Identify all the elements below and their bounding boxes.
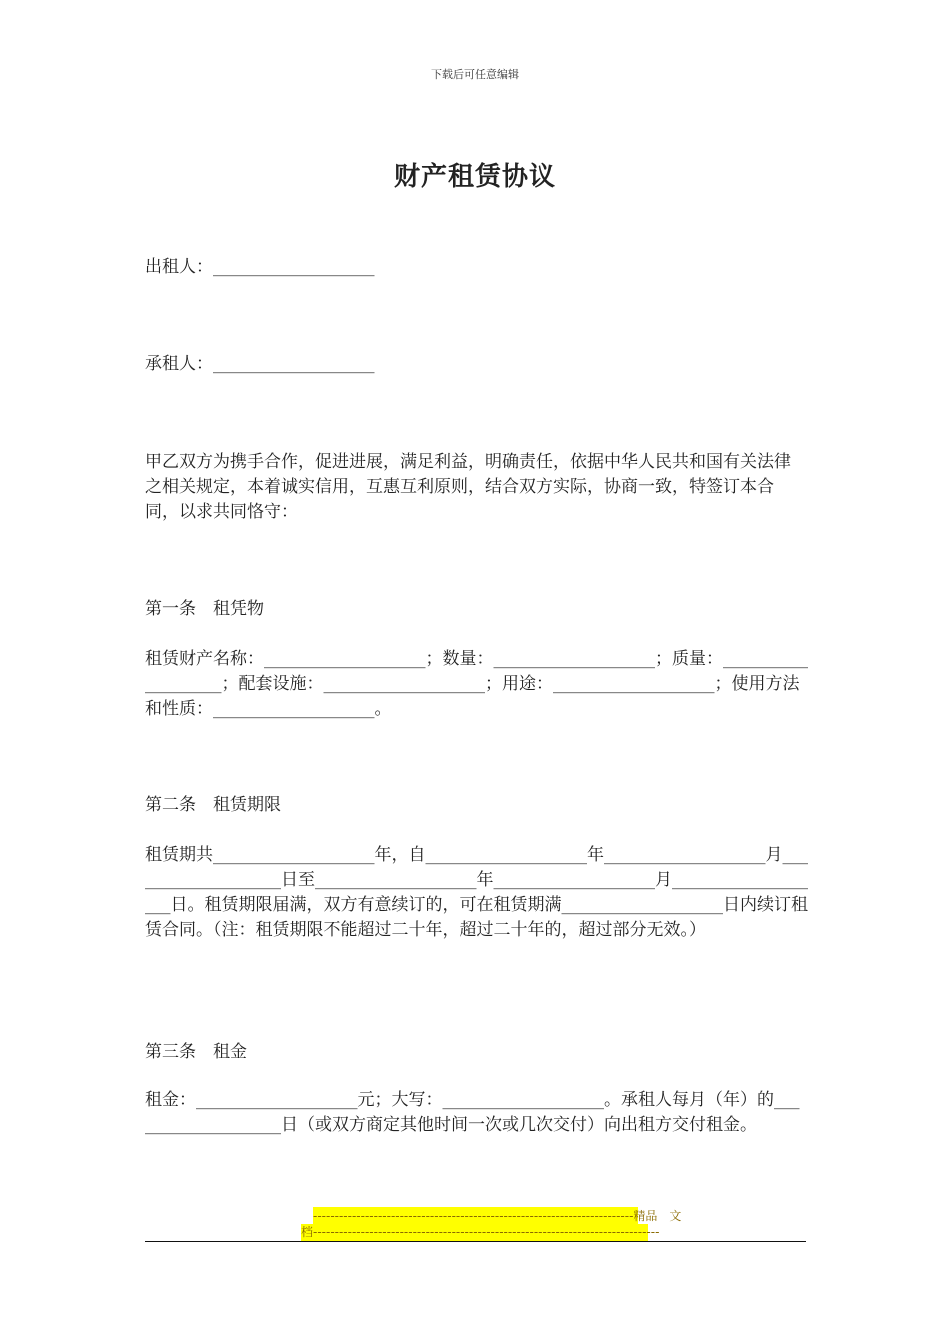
footer-rule <box>145 1241 806 1242</box>
article-1-body: 租赁财产名称：___________________；数量：___________________；质量：___________________；配套设施：___________________；用途：___________________；使用方法和性质：___________________。 <box>145 649 808 719</box>
article-1-heading: 第一条 租凭物 <box>145 599 264 619</box>
preamble-paragraph: 甲乙双方为携手合作，促进进展，满足利益，明确责任，依据中华人民共和国有关法律之相关规定，本着诚实信用，互惠互利原则，结合双方实际，协商一致，特签订本合同，以求共同恪守： <box>145 452 791 522</box>
article-2-body: 租赁期共___________________年，自___________________年___________________月___________________日至___________________年___________________月___________________日。租赁期限届满，双方有意续订的，可在租赁期满___________________日内续订租赁合同。（注：租赁期限不能超过二十年，超过二十年的，超过部分无效。） <box>145 845 808 940</box>
lessee-line: 承租人：___________________ <box>145 354 375 374</box>
footer-line-2: 档-------------------------------------------------------------------------------- <box>301 1225 660 1239</box>
footer-line-1: --------------------------------------------------------------------------精品 文 <box>313 1209 682 1223</box>
article-2-heading: 第二条 租赁期限 <box>145 795 281 815</box>
lessor-line: 出租人：___________________ <box>145 257 375 277</box>
header-note: 下载后可任意编辑 <box>431 68 519 81</box>
article-3-body: 租金：___________________元；大写：___________________。承租人每月（年）的___________________日（或双方商定其他时间一次或几次交付）向出租方交付租金。 <box>145 1090 800 1135</box>
document-title: 财产租赁协议 <box>393 162 556 192</box>
article-3-heading: 第三条 租金 <box>145 1042 247 1062</box>
